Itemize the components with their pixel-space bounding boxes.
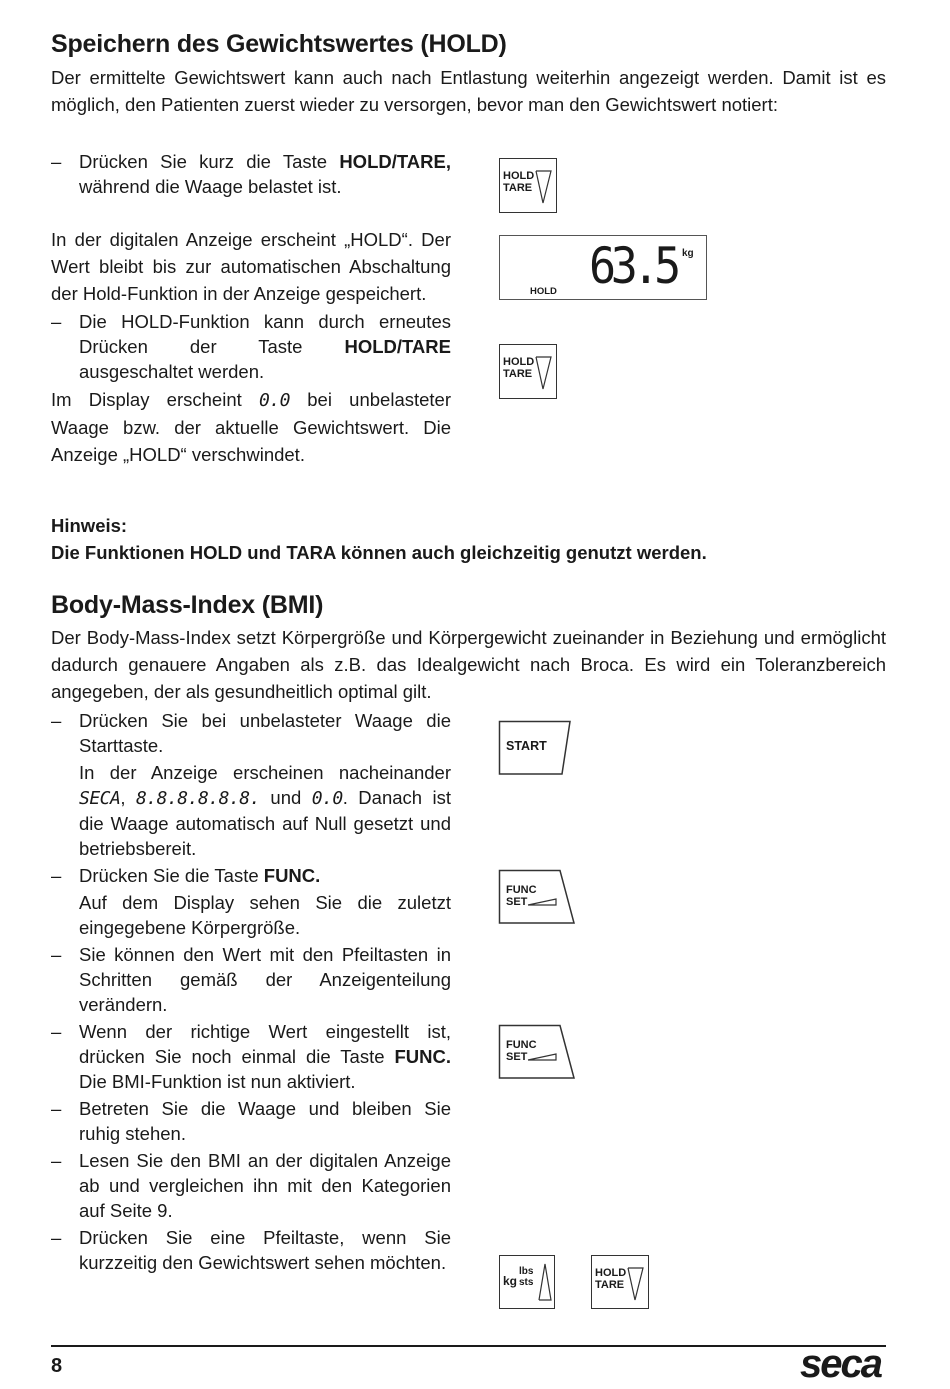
bmi-step-3-text: Sie können den Wert mit den Pfeiltasten in Schritten gemäß der Anzeigenteilung verändern.: [79, 944, 451, 1015]
bmi-step-7: [51, 1225, 451, 1275]
hold-step-1: [51, 149, 451, 199]
hold-display-block: [51, 226, 451, 468]
hold-tare-key-icon: [591, 1255, 649, 1309]
func-label: FUNC: [506, 1039, 537, 1051]
bmi-step-4-pre: Wenn der richtige Wert eingestellt ist, drücken Sie noch einmal die Taste: [79, 1021, 451, 1067]
down-triangle-icon: [534, 353, 554, 393]
bmi-step-1b-post: . Danach ist die Waage automatisch auf Null gesetzt und betriebsbereit.: [79, 787, 452, 859]
hold-result-text: [51, 386, 451, 468]
bmi-step-2b-text: Auf dem Display sehen Sie die zuletzt eingegebene Körpergröße.: [79, 892, 451, 938]
separator: ,: [120, 787, 136, 808]
bmi-step-2-text: Drücken Sie die Taste: [79, 865, 264, 886]
bullet-dash: –: [51, 1227, 62, 1248]
tare-label: TARE: [503, 368, 533, 380]
func-set-key-label: [506, 1039, 537, 1063]
bmi-step-3: [51, 942, 451, 1017]
lbs-label: lbs: [519, 1266, 534, 1277]
note-label: Hinweis:: [51, 515, 128, 536]
hold-step-1-text: Drücken Sie kurz die Taste: [79, 151, 340, 172]
segment-seca: SECA: [79, 788, 121, 809]
segment-eights: 8.8.8.8.8.8.: [135, 788, 260, 809]
hold-tare-key-icon: [499, 344, 557, 399]
bullet-dash: –: [51, 710, 62, 731]
bullet-dash: –: [51, 944, 62, 965]
hold-display-text: In der digitalen Anzeige erscheint „HOLD“. Der Wert bleibt bis zur automatischen Abschaltung der Hold-Funktion in der Anzeige gespeichert.: [51, 229, 451, 304]
hold-label: HOLD: [503, 356, 535, 368]
sts-label: sts: [519, 1277, 534, 1288]
bmi-step-7-text: Drücken Sie eine Pfeiltaste, wenn Sie kurzzeitig den Gewichtswert sehen möchten.: [79, 1227, 451, 1273]
hold-step-2: [51, 309, 451, 384]
start-key-label: START: [506, 739, 547, 753]
note-text: Die Funktionen HOLD und TARA können auch gleichzeitig genutzt werden.: [51, 542, 707, 563]
hold-label: HOLD: [595, 1267, 627, 1279]
lcd-hold-indicator: HOLD: [530, 286, 557, 297]
hold-step-1-text-end: während die Waage belastet ist.: [79, 176, 342, 197]
page-number: 8: [51, 1355, 63, 1377]
bmi-step-6-text: Lesen Sie den BMI an der digitalen Anzeige ab und vergleichen ihn mit den Kategorien auf Seite 9.: [79, 1150, 451, 1221]
hold-intro-paragraph: Der ermittelte Gewichtswert kann auch nach Entlastung weiterhin angezeigt werden. Damit ist es möglich, den Patienten zuerst wieder zu versorgen, bevor man den Gewichtswert notiert:: [51, 67, 886, 115]
bullet-dash: –: [51, 151, 62, 172]
hold-instructions: [51, 149, 451, 199]
lbs-sts-label: [519, 1266, 533, 1288]
down-triangle-icon: [626, 1264, 646, 1304]
hold-section-title: Speichern des Gewichtswertes (HOLD): [51, 30, 507, 58]
hold-tare-key-label: [503, 170, 534, 194]
bmi-intro-paragraph: Der Body-Mass-Index setzt Körpergröße und Körpergewicht zueinander in Beziehung und ermöglicht dadurch genauere Angaben als z.B. das Idealgewicht nach Broca. Es wird ein Toleranzbereich angegeben, der als gesundheitlich optimal gilt.: [51, 627, 886, 702]
hold-tare-key-ref: HOLD/TARE: [344, 336, 451, 357]
hold-step-2-text-end: ausgeschaltet werden.: [79, 361, 265, 382]
bmi-step-6: [51, 1148, 451, 1223]
bmi-step-1-text: Drücken Sie bei unbelasteter Waage die Starttaste.: [79, 710, 451, 756]
hold-label: HOLD: [503, 170, 535, 182]
hold-tare-key-label: [503, 356, 534, 380]
bmi-step-5: [51, 1096, 451, 1146]
hold-note: [51, 512, 707, 566]
bullet-dash: –: [51, 311, 62, 332]
func-key-ref: FUNC.: [263, 865, 321, 886]
bmi-step-4: [51, 1019, 451, 1094]
hold-step-2-text: Die HOLD-Funktion kann durch erneutes Drücken der Taste: [79, 311, 451, 357]
segment-zero: 0.0: [259, 390, 291, 411]
segment-zero: 0.0: [311, 788, 343, 809]
lcd-weight-value: 63.5: [589, 237, 676, 295]
bmi-instructions: [51, 708, 451, 1275]
bullet-dash: –: [51, 865, 62, 886]
set-label: SET: [506, 1051, 528, 1063]
bullet-dash: –: [51, 1098, 62, 1119]
kg-label: kg: [503, 1274, 518, 1288]
hold-tare-key-ref: HOLD/TARE,: [339, 151, 451, 172]
bmi-step-2b: [51, 890, 451, 940]
footer-divider: [51, 1345, 886, 1347]
hold-result-pre: Im Display erscheint: [51, 389, 259, 410]
bullet-dash: –: [51, 1150, 62, 1171]
lcd-unit: kg: [682, 248, 694, 259]
bmi-step-5-text: Betreten Sie die Waage und bleiben Sie ruhig stehen.: [79, 1098, 451, 1144]
bmi-step-4-post: Die BMI-Funktion ist nun aktiviert.: [79, 1071, 356, 1092]
tare-label: TARE: [503, 182, 533, 194]
hold-result-post: bei unbelasteter Waage bzw. der aktuelle Gewichtswert. Die Anzeige „HOLD“ verschwindet.: [51, 389, 451, 465]
func-set-key-label: [506, 884, 537, 908]
lcd-display: [499, 235, 707, 300]
bmi-step-1: [51, 708, 451, 758]
down-triangle-icon: [534, 167, 554, 207]
bmi-step-2: [51, 863, 451, 888]
seca-logo: seca: [800, 1342, 881, 1386]
bmi-section-title: Body-Mass-Index (BMI): [51, 591, 324, 619]
hold-tare-key-label: [595, 1267, 626, 1291]
bullet-dash: –: [51, 1021, 62, 1042]
set-label: SET: [506, 896, 528, 908]
up-triangle-icon: [537, 1260, 553, 1304]
tare-label: TARE: [595, 1279, 625, 1291]
func-key-ref: FUNC.: [394, 1046, 451, 1067]
func-label: FUNC: [506, 884, 537, 896]
separator: und: [259, 787, 312, 808]
bmi-step-1b: [51, 760, 451, 861]
unit-key-icon: [499, 1255, 555, 1309]
hold-tare-key-icon: [499, 158, 557, 213]
bmi-step-1b-pre: In der Anzeige erscheinen nacheinander: [79, 762, 451, 783]
